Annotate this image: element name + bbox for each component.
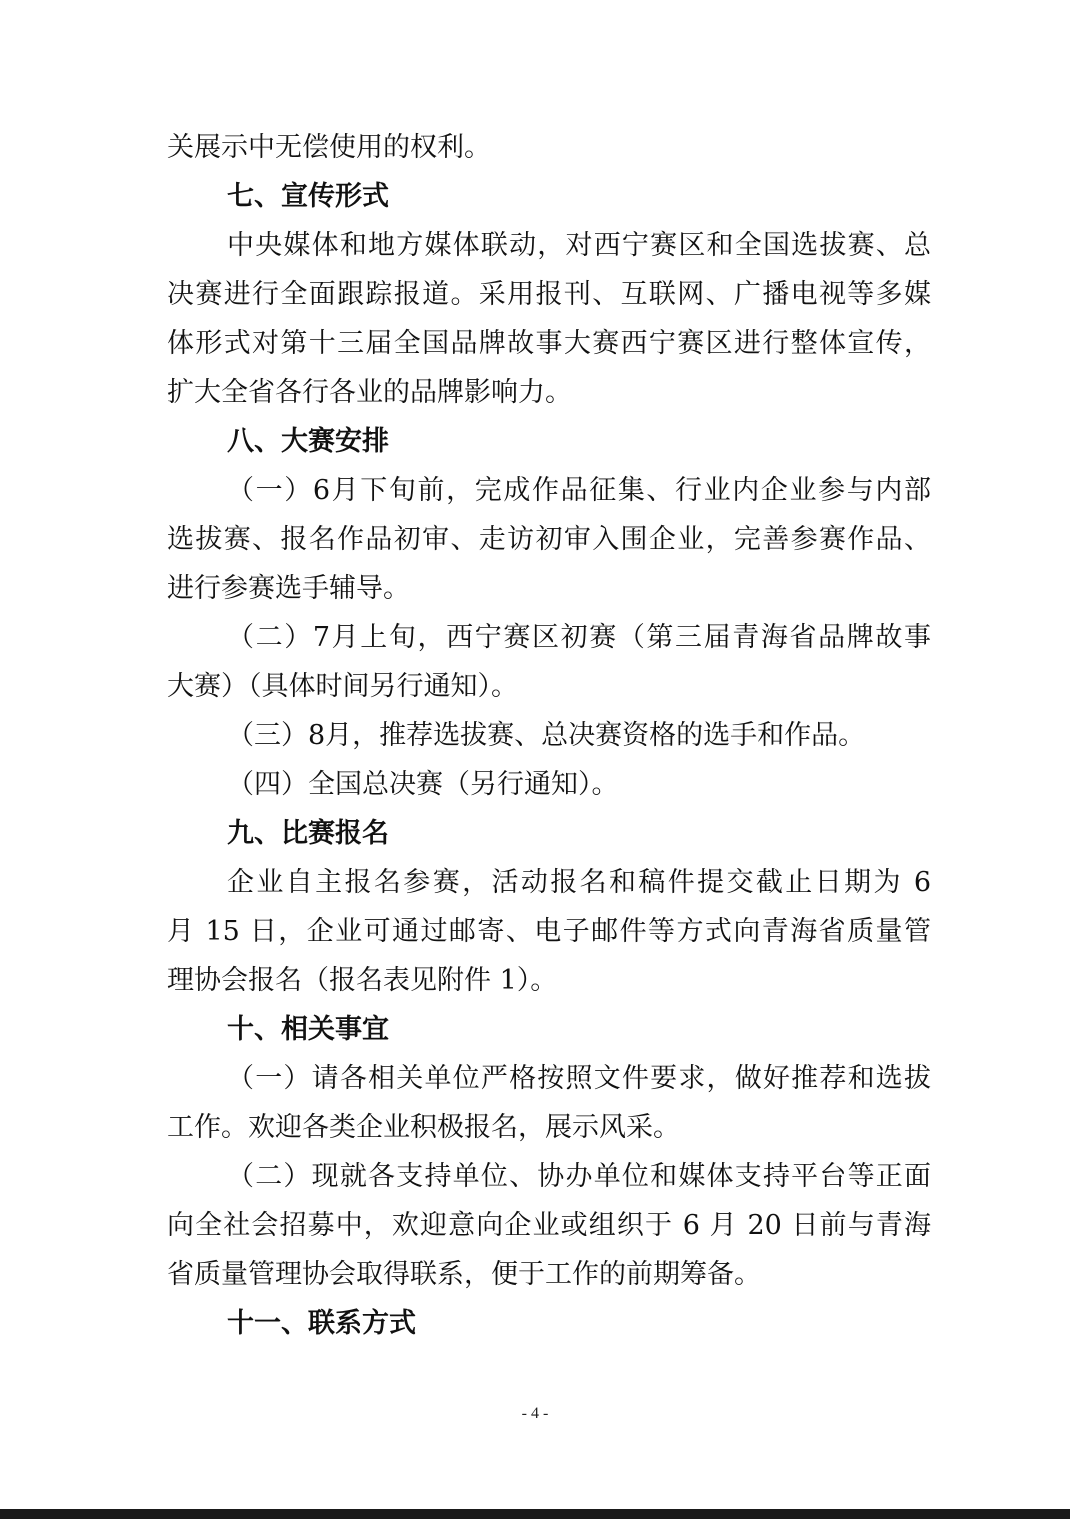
paragraph-line: 企业自主报名参赛，活动报名和稿件提交截止日期为 6 xyxy=(227,867,931,898)
paragraph-line: （二）现就各支持单位、协办单位和媒体支持平台等正面 xyxy=(227,1161,931,1192)
paragraph-line: 中央媒体和地方媒体联动，对西宁赛区和全国选拔赛、总 xyxy=(227,230,931,261)
paragraph-line: 体形式对第十三届全国品牌故事大赛西宁赛区进行整体宣传， xyxy=(167,328,931,359)
paragraph-line: （三）8月，推荐选拔赛、总决赛资格的选手和作品。 xyxy=(227,720,866,751)
paragraph-line: 理协会报名（报名表见附件 1）。 xyxy=(167,965,558,996)
paragraph-line: 进行参赛选手辅导。 xyxy=(167,573,410,604)
section-heading-8: 八、大赛安排 xyxy=(227,426,389,457)
paragraph-line: 月 15 日，企业可通过邮寄、电子邮件等方式向青海省质量管 xyxy=(167,916,931,947)
paragraph-line: 决赛进行全面跟踪报道。采用报刊、互联网、广播电视等多媒 xyxy=(167,279,931,310)
section-heading-10: 十、相关事宜 xyxy=(227,1014,389,1045)
paragraph-line: （一）6月下旬前，完成作品征集、行业内企业参与内部 xyxy=(227,475,931,506)
section-heading-7: 七、宣传形式 xyxy=(227,181,389,212)
paragraph-line: 选拔赛、报名作品初审、走访初审入围企业，完善参赛作品、 xyxy=(167,524,931,555)
paragraph-line: 省质量管理协会取得联系，便于工作的前期筹备。 xyxy=(167,1259,761,1290)
paragraph-line: 向全社会招募中，欢迎意向企业或组织于 6 月 20 日前与青海 xyxy=(167,1210,931,1241)
bottom-border xyxy=(0,1509,1070,1519)
page-number: - 4 - xyxy=(521,1405,549,1422)
paragraph-line: 关展示中无偿使用的权利。 xyxy=(167,132,491,163)
section-heading-11: 十一、联系方式 xyxy=(227,1308,416,1339)
paragraph-line: 大赛）（具体时间另行通知）。 xyxy=(167,671,518,702)
paragraph-line: 扩大全省各行各业的品牌影响力。 xyxy=(167,377,572,408)
paragraph-line: （一）请各相关单位严格按照文件要求，做好推荐和选拔 xyxy=(227,1063,931,1094)
paragraph-line: 工作。欢迎各类企业积极报名，展示风采。 xyxy=(167,1112,680,1143)
paragraph-line: （四）全国总决赛（另行通知）。 xyxy=(227,769,619,800)
paragraph-line: （二）7月上旬，西宁赛区初赛（第三届青海省品牌故事 xyxy=(227,622,931,653)
section-heading-9: 九、比赛报名 xyxy=(227,818,389,849)
